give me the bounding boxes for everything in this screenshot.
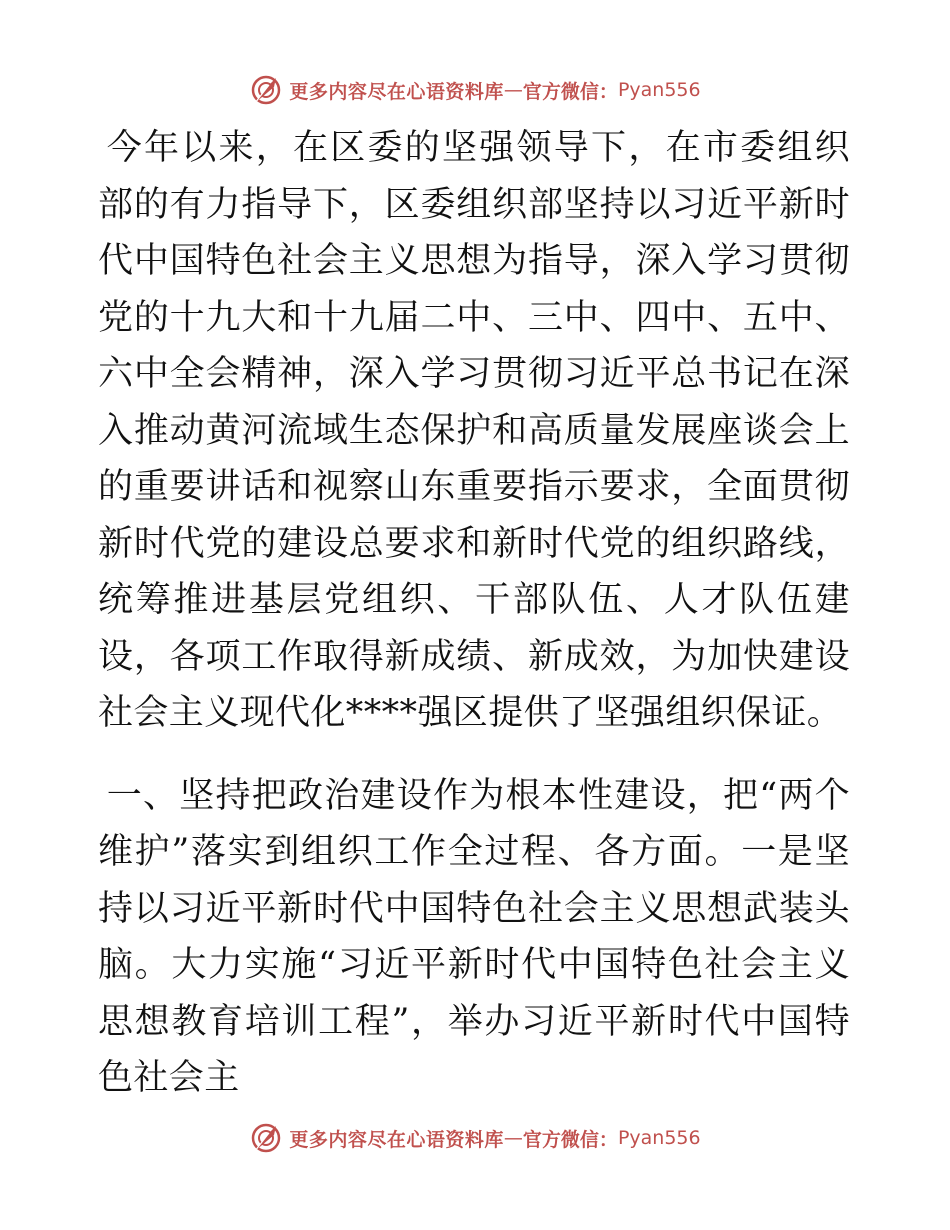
banner-dash: — <box>503 1127 523 1149</box>
body-paragraph-intro: 今年以来，在区委的坚强领导下，在市委组织部的有力指导下，区委组织部坚持以习近平新时代中国特色社会主义思想为指导，深入学习贯彻党的十九大和十九届二中、三中、四中、五中、六中全会精神，深入学习贯彻习近平总书记在深入推动黄河流域生态保护和高质量发展座谈会上的重要讲话和视察山东重要指示要求，全面贯彻新时代党的建设总要求和新时代党的组织路线，统筹推进基层党组织、干部队伍、人才队伍建设，各项工作取得新成绩、新成效，为加快建设社会主义现代化****强区提供了坚强组织保证。 <box>98 128 850 733</box>
footer-watermark-banner <box>0 1120 950 1156</box>
banner-official-label: 官方微信： <box>522 80 618 103</box>
banner-account-id: Pyan556 <box>617 79 701 101</box>
quill-pen-logo-icon <box>249 1121 283 1155</box>
quill-pen-logo-icon <box>249 73 283 107</box>
header-watermark-banner <box>0 72 950 108</box>
banner-account-id: Pyan556 <box>617 1127 701 1149</box>
banner-brand-text: 更多内容尽在心语资料库 <box>289 1128 504 1151</box>
banner-official-label: 官方微信： <box>522 1128 618 1151</box>
banner-dash: — <box>503 79 523 101</box>
banner-brand-text: 更多内容尽在心语资料库 <box>289 80 504 103</box>
document-body <box>98 120 850 1107</box>
body-paragraph-section-one: 一、坚持把政治建设作为根本性建设，把“两个维护”落实到组织工作全过程、各方面。一是坚持以习近平新时代中国特色社会主义思想武装头脑。大力实施“习近平新时代中国特色社会主义思想教育培训工程”，举办习近平新时代中国特色社会主 <box>98 775 850 1098</box>
